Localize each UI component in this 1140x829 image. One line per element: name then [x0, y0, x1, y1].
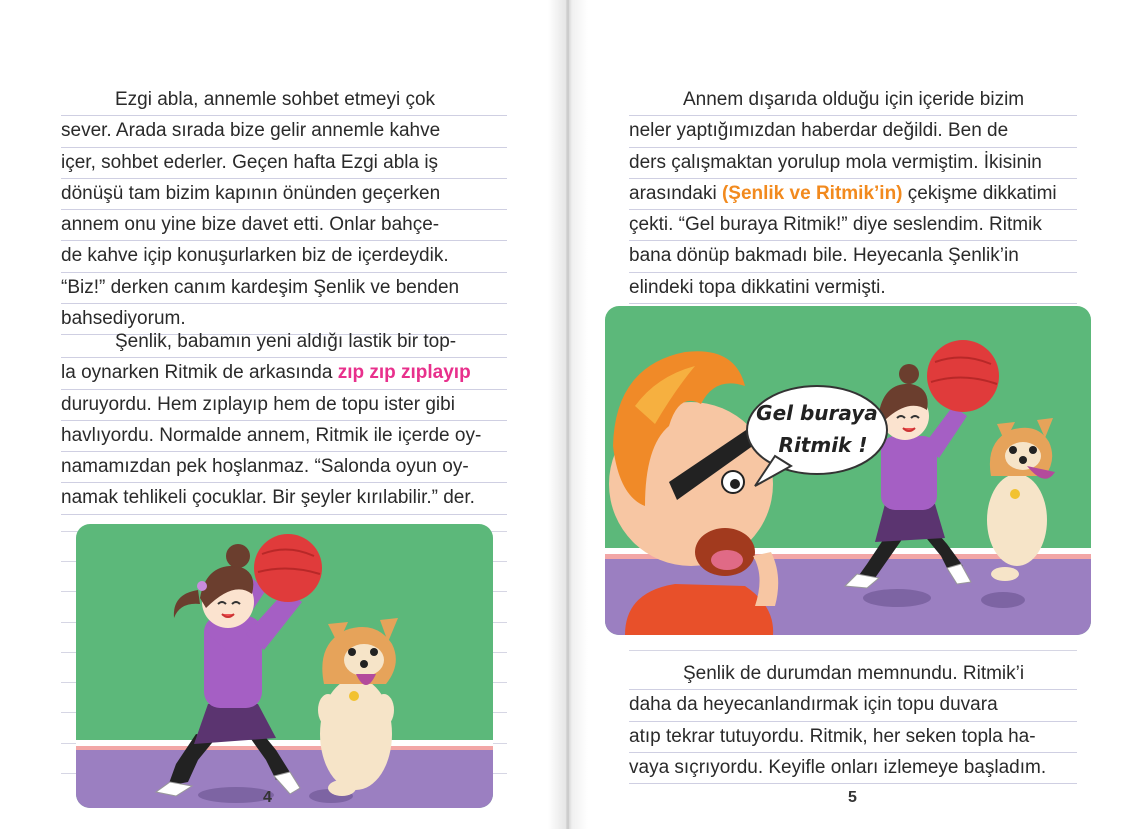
book-gutter-shadow: [548, 0, 588, 829]
text-line: neler yaptığımızdan haberdar değildi. Ben de: [629, 116, 1077, 147]
text-line: [629, 179, 1077, 210]
illustration-boy-calling-dog: [605, 306, 1091, 635]
text-line: Ezgi abla, annemle sohbet etmeyi çok: [61, 85, 507, 116]
left-paragraph-2: [61, 327, 507, 515]
text-line: atıp tekrar tutuyordu. Ritmik, her seken topla ha-: [629, 722, 1077, 753]
highlight-senlik-ritmik: (Şenlik ve Ritmik’in): [721, 182, 903, 204]
left-page: [0, 0, 566, 829]
text-line: havlıyordu. Normalde annem, Ritmik ile içerde oy-: [61, 421, 507, 452]
red-ball: [927, 340, 999, 412]
text-segment: la oynarken Ritmik de arkasında: [61, 362, 338, 384]
text-line: Annem dışarıda olduğu için içeride bizim: [629, 85, 1077, 116]
text-line: Şenlik, babamın yeni aldığı lastik bir top-: [61, 327, 507, 358]
text-line: bana dönüp bakmadı bile. Heyecanla Şenlik’in: [629, 241, 1077, 272]
text-line: dönüşü tam bizim kapının önünden geçerken: [61, 179, 507, 210]
text-segment: çekişme dikkatimi: [902, 182, 1057, 204]
text-line: vaya sıçrıyordu. Keyifle onları izlemeye başladım.: [629, 753, 1077, 784]
text-line: daha da heyecanlandırmak için topu duvara: [629, 690, 1077, 721]
page-number-left: 4: [263, 789, 272, 806]
left-paragraph-1: [61, 85, 507, 335]
highlight-zip-zip: zıp zıp zıplayıp: [337, 362, 471, 384]
speech-bubble-line1: Gel buraya: [756, 401, 878, 425]
text-line: çekti. “Gel buraya Ritmik!” diye seslendim. Ritmik: [629, 210, 1077, 241]
text-line: [61, 358, 507, 389]
illustration-svg: [605, 306, 1091, 635]
text-line: bahsediyorum.: [61, 304, 507, 335]
text-line: namamızdan pek hoşlanmaz. “Salonda oyun oy-: [61, 452, 507, 483]
text-line: Şenlik de durumdan memnundu. Ritmik’i: [629, 659, 1077, 690]
text-line: namak tehlikeli çocuklar. Bir şeyler kırılabilir.” der.: [61, 483, 507, 514]
text-line: duruyordu. Hem zıplayıp hem de topu ister gibi: [61, 390, 507, 421]
right-paragraph-1: [629, 85, 1077, 304]
rule-line: [629, 650, 1077, 651]
speech-bubble-line2: Ritmik !: [778, 433, 868, 457]
illustration-girl-and-dog: [76, 524, 493, 808]
page-number-right: 5: [848, 789, 857, 806]
right-paragraph-2: [629, 659, 1077, 784]
text-segment: arasındaki: [629, 182, 722, 204]
illustration-svg: [76, 524, 493, 808]
text-line: annem onu yine bize davet etti. Onlar bahçe-: [61, 210, 507, 241]
right-page: [569, 0, 1140, 829]
text-line: elindeki topa dikkatini vermişti.: [629, 273, 1077, 304]
text-line: sever. Arada sırada bize gelir annemle kahve: [61, 116, 507, 147]
text-line: de kahve içip konuşurlarken biz de içerdeydik.: [61, 241, 507, 272]
text-line: “Biz!” derken canım kardeşim Şenlik ve benden: [61, 273, 507, 304]
text-line: ders çalışmaktan yorulup mola vermiştim. İkisinin: [629, 148, 1077, 179]
text-line: içer, sohbet ederler. Geçen hafta Ezgi abla iş: [61, 148, 507, 179]
